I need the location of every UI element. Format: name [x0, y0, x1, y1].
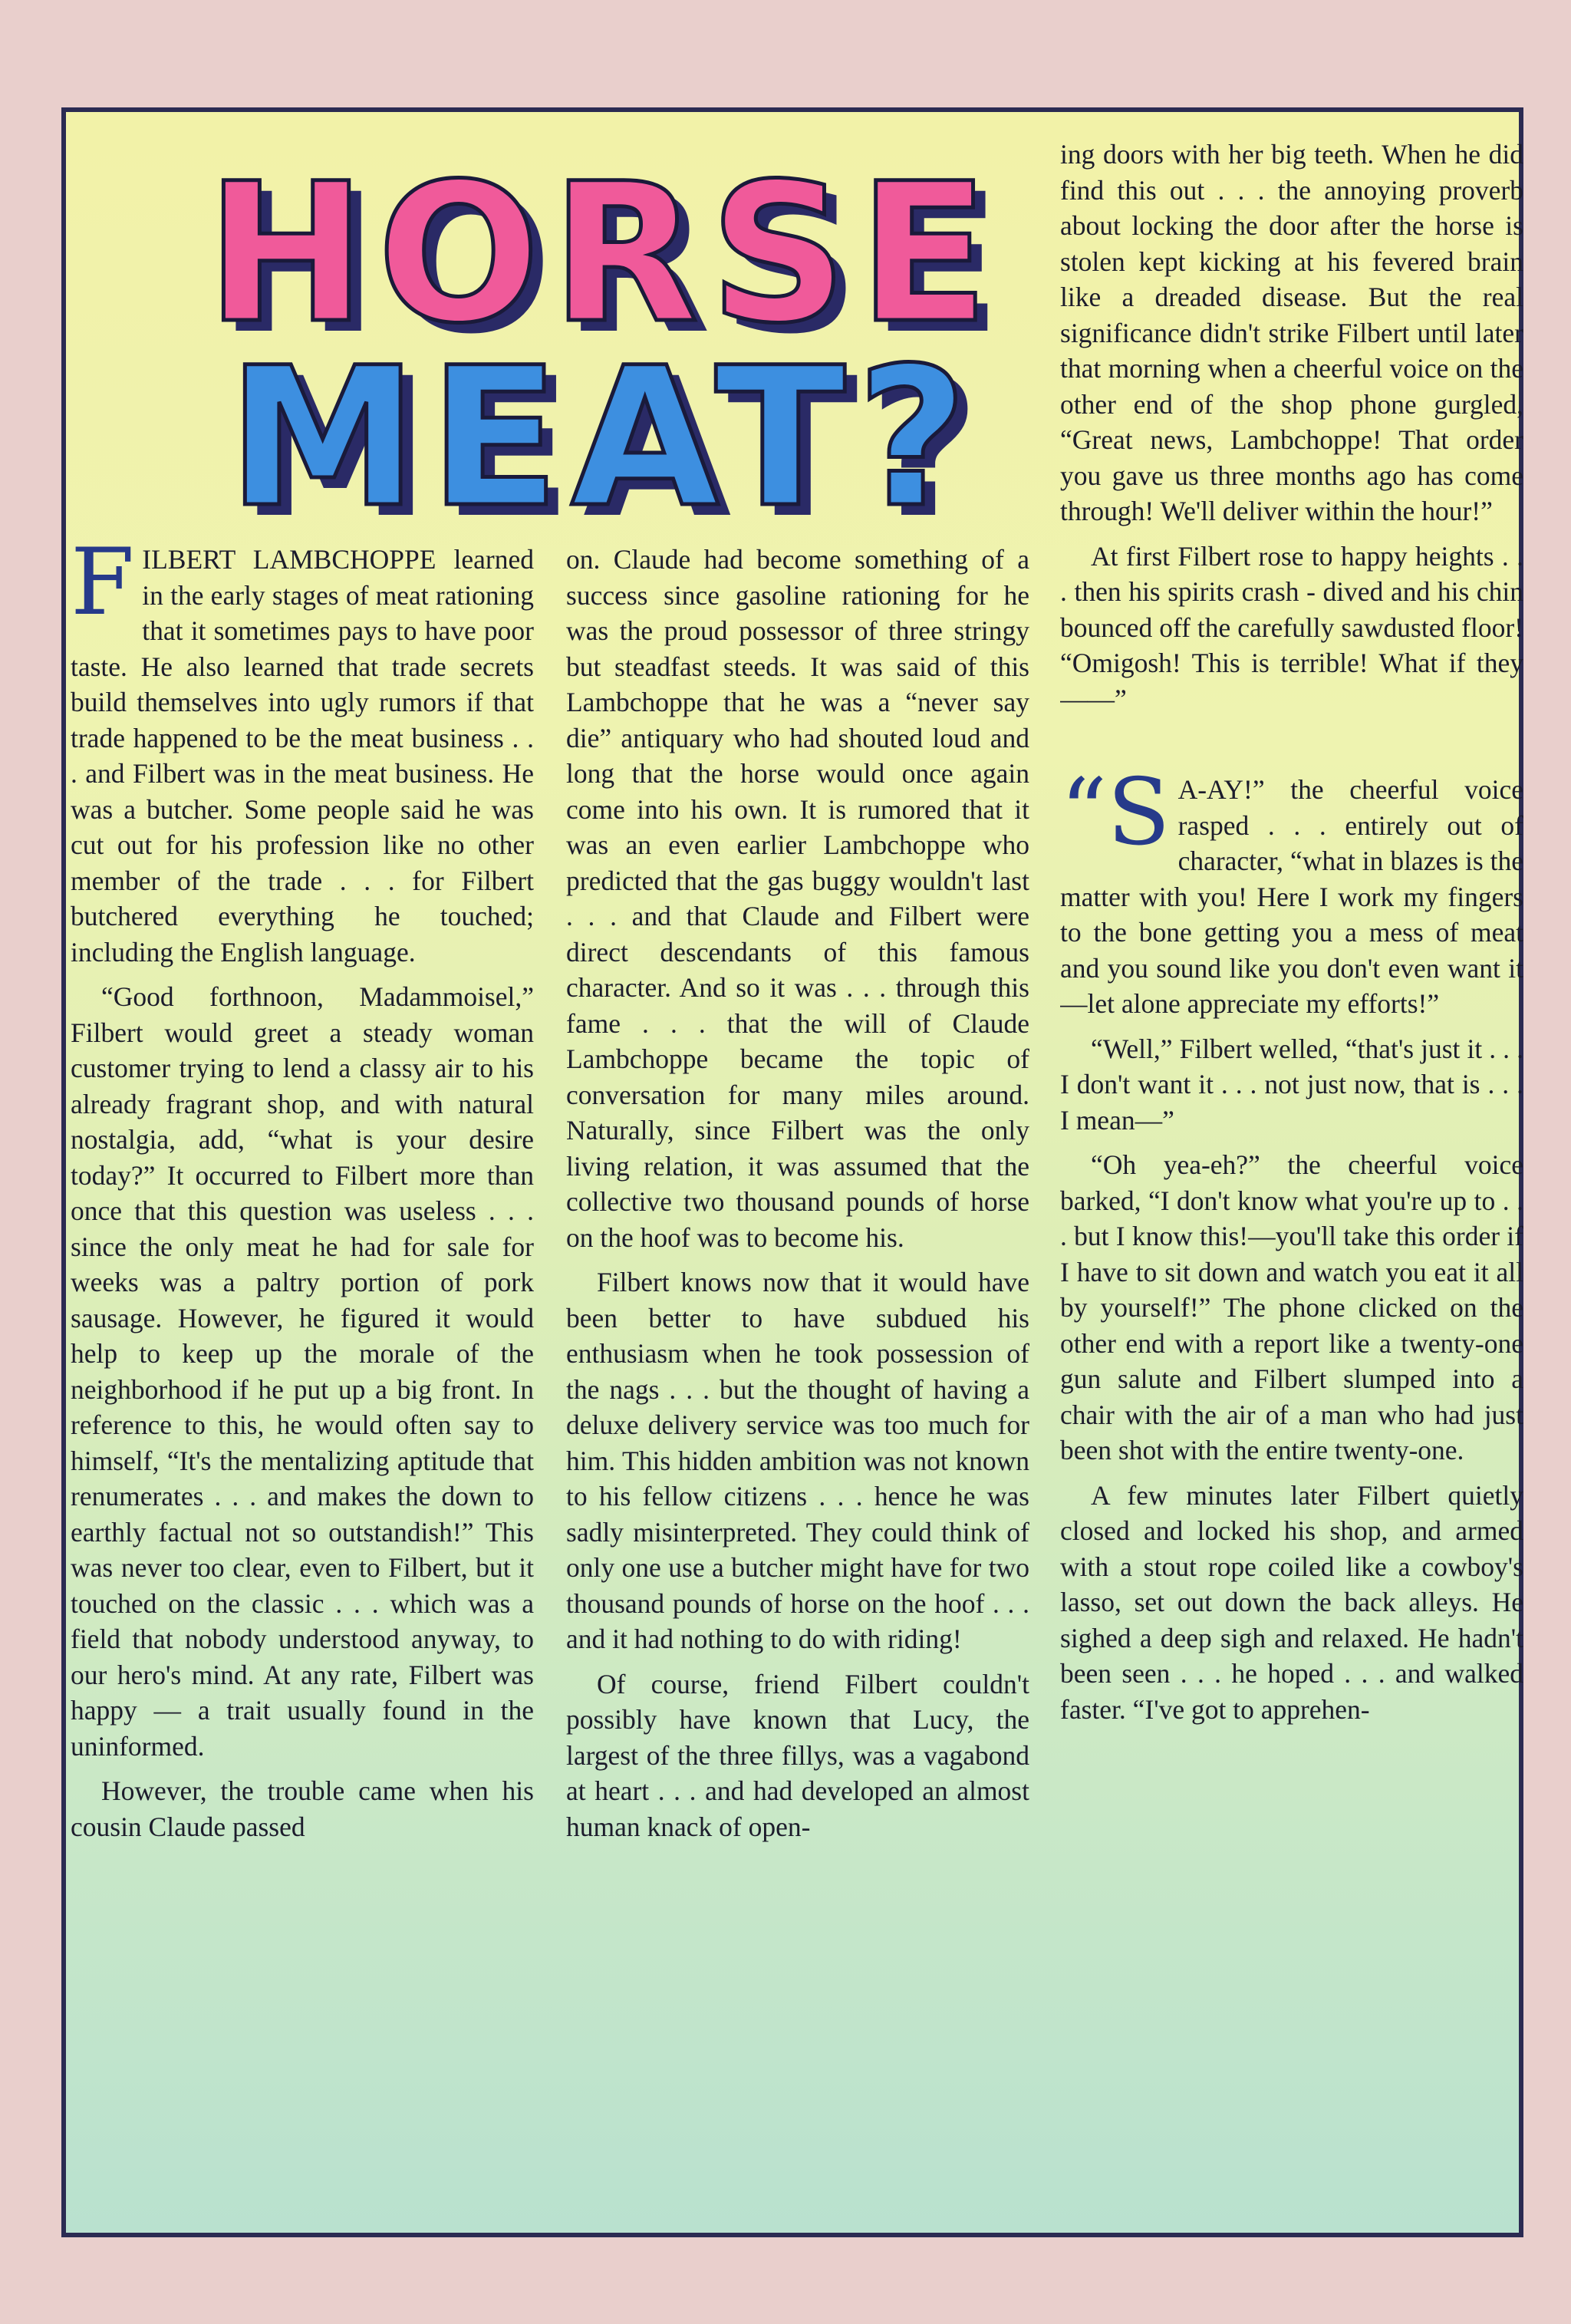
paragraph: Filbert knows now that it would have been better to have subdued his enthusiasm when he took possession of the nags . . . but the thought of having a deluxe delivery service was too much for him. This hidden ambition was not known to his fellow citizens . . . hence he was sadly misinterpreted. They could think of only one use a butcher might have for two thousand pounds of horse on the hoof . . . and it had nothing to do with riding!	[566, 1267, 1029, 1654]
paragraph: on. Claude had become something of a success since gasoline rationing for he was the proud possessor of three stringy but steadfast steeds. It was said of this Lambchoppe that he was a “never say die” antiquary who had shouted loud and long that the horse would once again come into his own. It is rumored that it was an even earlier Lambchoppe who predicted that the gas buggy wouldn't last . . . and that Claude and Filbert were direct descendants of this famous character. And so it was . . . through this fame . . . that the will of Claude Lambchoppe became the topic of conversation for many miles around. Naturally, since Filbert was the only living relation, it was assumed that the collective two thousand pounds of horse on the hoof was to become his.	[566, 544, 1029, 1253]
title-meat: MEAT?	[227, 326, 979, 549]
paragraph: FILBERT LAMBCHOPPE learned in the early stages of meat rationing that it sometimes pays to have poor taste. He also learned that trade secrets build themselves into ugly rumors if that trade happened to be the meat business . . . and Filbert was in the meat business. He was a butcher. Some people said he was cut out for his profession like no other member of the trade . . . for Filbert butchered everything he touched; including the English language.	[71, 542, 534, 968]
paragraph: At first Filbert rose to happy heights . . . then his spirits crash - dived and his chin bounced off the carefully sawdusted floor! “Omigosh! This is terrible! What if they——”	[1060, 540, 1523, 714]
paragraph: ing doors with her big teeth. When he did find this out . . . the annoying proverb about locking the door after the horse is stolen kept kicking at his fevered brain like a dreaded disease. But the real significance didn't strike Filbert until later that morning when a cheerful voice on the other end of the shop phone gurgled, “Great news, Lambchoppe! That order you gave us three months ago has come through! We'll deliver within the hour!”	[1060, 139, 1523, 526]
story-panel	[61, 107, 1523, 2237]
paragraph: “Well,” Filbert welled, “that's just it . . . I don't want it . . . not just now, that is . . . I mean—”	[1060, 1033, 1523, 1136]
drop-cap: “S	[1060, 760, 1171, 866]
title-horse: HORSE	[206, 142, 1000, 365]
paragraph: A few minutes later Filbert quietly closed and locked his shop, and armed with a stout rope coiled like a cowboy's lasso, set out down the back alleys. He sighed a deep sigh and relaxed. He hadn't been seen . . . he hoped . . . and walked faster. “I've got to apprehen-	[1060, 1479, 1523, 1725]
drop-cap: F	[71, 542, 135, 636]
text-column-1	[71, 542, 534, 2214]
paragraph: “Oh yea-eh?” the cheerful voice barked, “I don't know what you're up to . . . but I know this!—you'll take this order if I have to sit down and watch you eat it all by yourself!” The phone clicked on the other end with a report like a twenty-one gun salute and Filbert slumped into a chair with the air of a man who had just been shot with the entire twenty-one.	[1060, 1149, 1523, 1465]
text-column-3	[1060, 137, 1523, 2216]
paragraph: Of course, friend Filbert couldn't possibly have known that Lucy, the largest of the three fillys, was a vagabond at heart . . . and had developed an almost human knack of open-	[566, 1668, 1029, 1842]
text-column-2	[566, 542, 1029, 2214]
paragraph: However, the trouble came when his cousin Claude passed	[71, 1775, 534, 1842]
paragraph: “Good forthnoon, Madammoisel,” Filbert would greet a steady woman customer trying to lend a classy air to his already fragrant shop, and with natural nostalgia, add, “what is your desire today?” It occurred to Filbert more than once that this question was useless . . . since the only meat he had for sale for weeks was a paltry portion of pork sausage. However, he figured it would help to keep up the morale of the neighborhood if he put up a big front. In reference to this, he would often say to himself, “It's the mentalizing aptitude that renumerates . . . and makes the down to earthly factual not so outstandish!” This was never too clear, even to Filbert, but it touched on the classic . . . which was a field that nobody understood anyway, to our hero's mind. At any rate, Filbert was happy — a trait usually found in the uninformed.	[71, 981, 534, 1762]
paragraph: “S A-AY!” the cheerful voice rasped . . . entirely out of character, “what in blazes is the matter with you! Here I work my fingers to the bone getting you a mess of meat and you sound like you don't even want it—let alone appreciate my efforts!”	[1060, 760, 1523, 1019]
